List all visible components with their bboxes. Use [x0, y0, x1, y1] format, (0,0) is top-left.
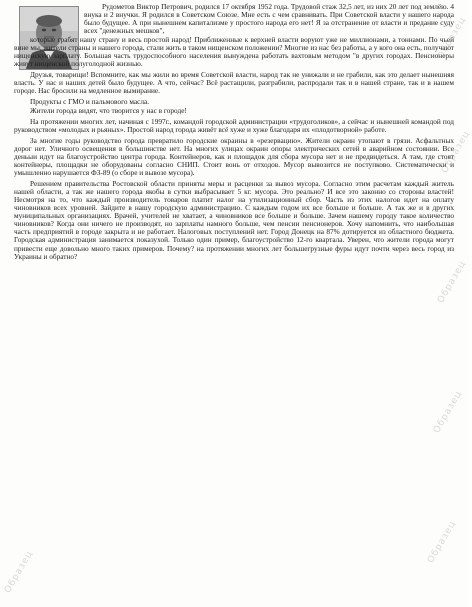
watermark-text: Образец	[440, 129, 472, 175]
watermark-text: Образец	[426, 519, 459, 565]
paragraph-outskirts: За многие годы руководство города превратило городские окраины в «резервацию». Жители окраин утопают в грязи. Асфальтных дорог нет. Уличного освещения в большинстве нет. На многих улицах окраин опоры электрических сетей в аварийном состоянии. Все деньыи идут на благоустройство центра города. Контейнеров, как и площадок для сбора мусора нет и не предвидеться. А там, где стоят контейнеры, площадки не оборудованы согласно СНИП. Стоит вонь от отходов. Мусор вывозится не поступково. Систематически и умышленно нарушается ФЗ-89 (о сборе и вывозе мусора).	[14, 135, 454, 178]
watermark-text: Образец	[3, 549, 36, 595]
intro-paragraph: Рудометов Виктор Петрович, родился 17 октября 1952 года. Трудовой стаж 32,5 лет, из них 20 лет под землёю. 4 внука и 2 внучки. Я родился в Советском Союзе. Мне есть с чем сравнивать. При Советской власти у нашего народа было будущее. А при нынешнем капитализме у простого народа его нет! Я за отстранение от власти и предание суду всех "денежных мешков",	[84, 2, 454, 36]
paragraph-products: Продукты с ГМО и пальмового масла.	[30, 97, 150, 107]
paragraph-administration: На протяжении многих лет, начиная с 1997г., командой городской администрации «трудоголиков», а сейчас и нынешней командой под руководством «молодых и рьяных». Простой народ города живёт всё хуже и хуже благодаря их «плодотворной» работе.	[14, 116, 454, 134]
paragraph-garbage: Решением правительства Ростовской области приняты меры и расценки за вывоз мусора. Согласно этим расчетам каждый житель нашей области, а так же нашего города якобы в сутки выбрасывает 5 кг. мусора. Это реально? И все это законно со стороны властей! Несмотря на то, что каждый производитель товаров платит налог на утилизационный сбор. Часть из этих налогов идет на оплату чиновников всех уровней. Зайдите в нашу городскую администрацию. С каждым годом их все больше и больше. А так же и в других муниципальных организациях. Врачей, учителей не хватает, а чиновников все больше и больше. Зачем нашему городу такое количество чиновников? Когда они ничего не производят, но зарплаты намного больше, чем пенсии пенсионеров. Хочу напомнить, что наибольшая часть предприятий в городе закрыта и не работает. Налоговых поступлений нет. Город Донецк на 87% дотируется из областного бюджета. Городская администрация занимается показухой. Только один пример, благоустройство 12-го квартала. Уверен, что жители города могут привести еще довольно много таких примеров. Почему? на протяжении многих лет большегрузные фуры идут почти через весь город из Украины и обратно?	[14, 179, 454, 261]
watermark-text: Образец	[432, 389, 465, 435]
intro-continuation: которые грабят нашу страну и весь простой народ! Приближенные к верхней власти воруют уже не миллионами, а тоннами. По чьей вине мы, жители страны и нашего города, стали жить в таком нищенском положении? Многие из нас без работы, а у кого она есть, получают нищенскую зарплату. Большая часть трудоспособного населения вынуждена работать вахтовым методом "в других городах. Пенсионеры живут нищенской полуголодной жизнью.	[14, 34, 454, 68]
watermark-text: Образец	[436, 259, 469, 305]
paragraph-city-heading: Жители города видят, что творится у нас в городе!	[30, 105, 187, 115]
paragraph-friends: Друзья, товарищи! Вспомните, как мы жили во время Советской власти, народ так не унижали и не грабили, как это делает нынешняя власть. У нас и наших детей было будущее. А что, сейчас? Всё растащили, разграбили, распродали так и в нашей стране, так и в нашем городе. Нас бросили на медленное вымирание.	[14, 69, 454, 96]
watermark-text: Образец	[436, 15, 469, 61]
document-body	[14, 3, 454, 261]
